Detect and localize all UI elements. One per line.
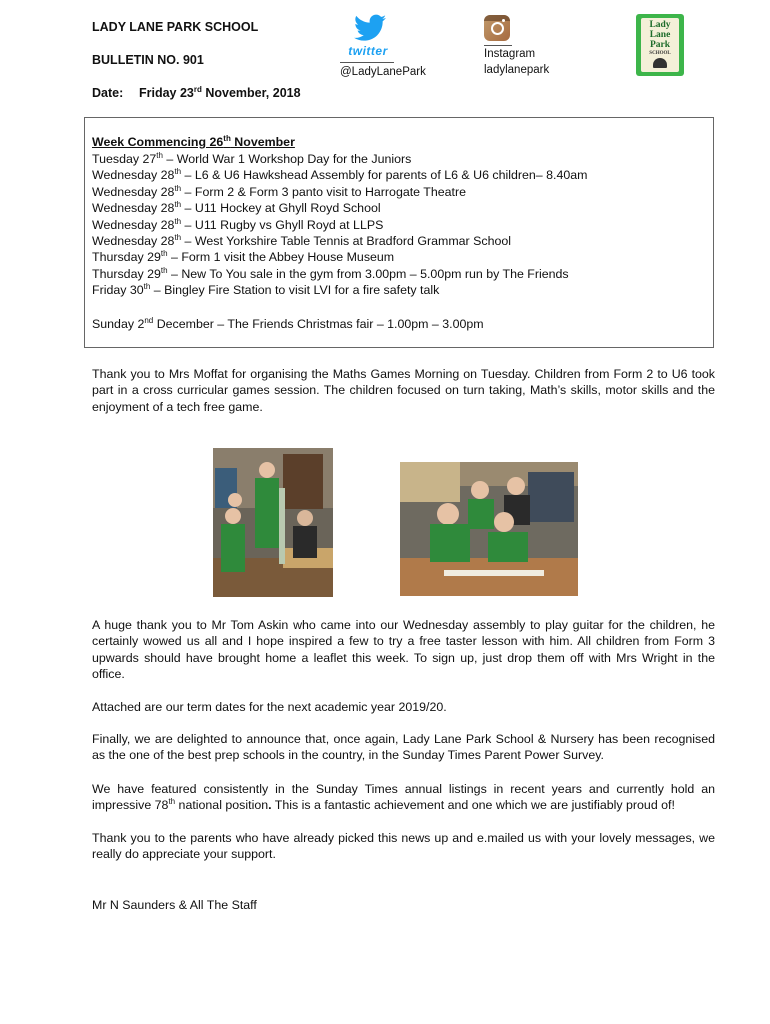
twitter-divider [340, 62, 394, 63]
week-title [92, 134, 295, 150]
instagram-label[interactable]: Instagram [484, 48, 536, 60]
instagram-handle[interactable]: ladylanepark [484, 64, 550, 76]
bulletin-date [92, 86, 301, 100]
event-item: Thursday 29th – Form 1 visit the Abbey House Museum [92, 249, 395, 265]
event-item: Wednesday 28th – Form 2 & Form 3 panto visit to Harrogate Theatre [92, 183, 466, 199]
twitter-wordmark: twitter [348, 44, 388, 58]
date-label: Date: [92, 86, 124, 100]
paragraph-thank-parents: Thank you to the parents who have already picked this news up and e.mailed us with your lovely messages, we really do appreciate your support. [92, 831, 715, 862]
event-item-sunday: Sunday 2nd December – The Friends Christmas fair – 1.00pm – 3.00pm [92, 316, 484, 331]
instagram-divider [484, 45, 512, 46]
paragraph-maths-games: Thank you to Mrs Moffat for organising the Maths Games Morning on Tuesday. Children from Form 2 to U6 took part in a cross curricular games session. The children focused on turn taking, Math’s skills, motor skills and the enjoyment of a tech free game. [92, 367, 715, 414]
date-day: Friday 23 [139, 86, 194, 100]
week-title-suffix: th [223, 134, 231, 143]
signoff: Mr N Saunders & All The Staff [92, 898, 257, 912]
bulletin-number: BULLETIN NO. 901 [92, 53, 204, 67]
crest-word-park: Park [649, 40, 671, 50]
week-title-month: November [230, 135, 295, 149]
week-title-date: Week Commencing 26 [92, 135, 224, 149]
event-item: Wednesday 28th – U11 Hockey at Ghyll Royd School [92, 200, 381, 216]
event-item: Wednesday 28th – L6 & U6 Hawkshead Assembly for parents of L6 & U6 children– 8.40am [92, 167, 588, 183]
event-item: Friday 30th – Bingley Fire Station to visit LVI for a fire safety talk [92, 282, 440, 298]
twitter-handle[interactable]: @LadyLanePark [340, 66, 426, 78]
event-item: Wednesday 28th – West Yorkshire Table Tennis at Bradford Grammar School [92, 232, 512, 248]
events-list [92, 151, 587, 299]
paragraph-sunday-times: Finally, we are delighted to announce that, once again, Lady Lane Park School & Nursery has been recognised as the one of the best prep schools in the country, in the Sunday Times Parent Power Survey. [92, 732, 715, 763]
paragraph-national-position: We have featured consistently in the Sunday Times annual listings in recent years and currently hold an impressive 78th national position. This is a fantastic achievement and one which we are justifiably proud of! [92, 782, 715, 813]
school-name: LADY LANE PARK SCHOOL [92, 20, 259, 34]
date-month-year: November, 2018 [201, 86, 301, 100]
event-item: Tuesday 27th – World War 1 Workshop Day for the Juniors [92, 151, 412, 166]
event-item: Wednesday 28th – U11 Rugby vs Ghyll Royd at LLPS [92, 216, 384, 232]
twitter-bird-icon [354, 14, 386, 42]
crest-word-lane: Lane [649, 30, 671, 40]
school-crest-logo [636, 14, 684, 76]
instagram-icon [484, 15, 510, 41]
date-suffix: rd [193, 85, 202, 94]
crest-word-school: SCHOOL [649, 51, 671, 56]
paragraph-term-dates: Attached are our term dates for the next academic year 2019/20. [92, 700, 447, 714]
photo-children-maths-games-2 [400, 462, 578, 596]
crest-word-lady: Lady [649, 20, 671, 30]
paragraph-guitar-assembly: A huge thank you to Mr Tom Askin who came into our Wednesday assembly to play guitar for the children, he certainly wowed us all and I hope inspired a few to try a free taster lesson with him. All children from Form 3 upwards should have brought home a leaflet this week. To sign up, just drop them off with Mrs Wright in the office. [92, 618, 715, 682]
event-item: Thursday 29th – New To You sale in the gym from 3.00pm – 5.00pm run by The Friends [92, 265, 569, 281]
crest-emblem-icon [653, 58, 667, 68]
photo-children-maths-games-1 [213, 448, 333, 597]
